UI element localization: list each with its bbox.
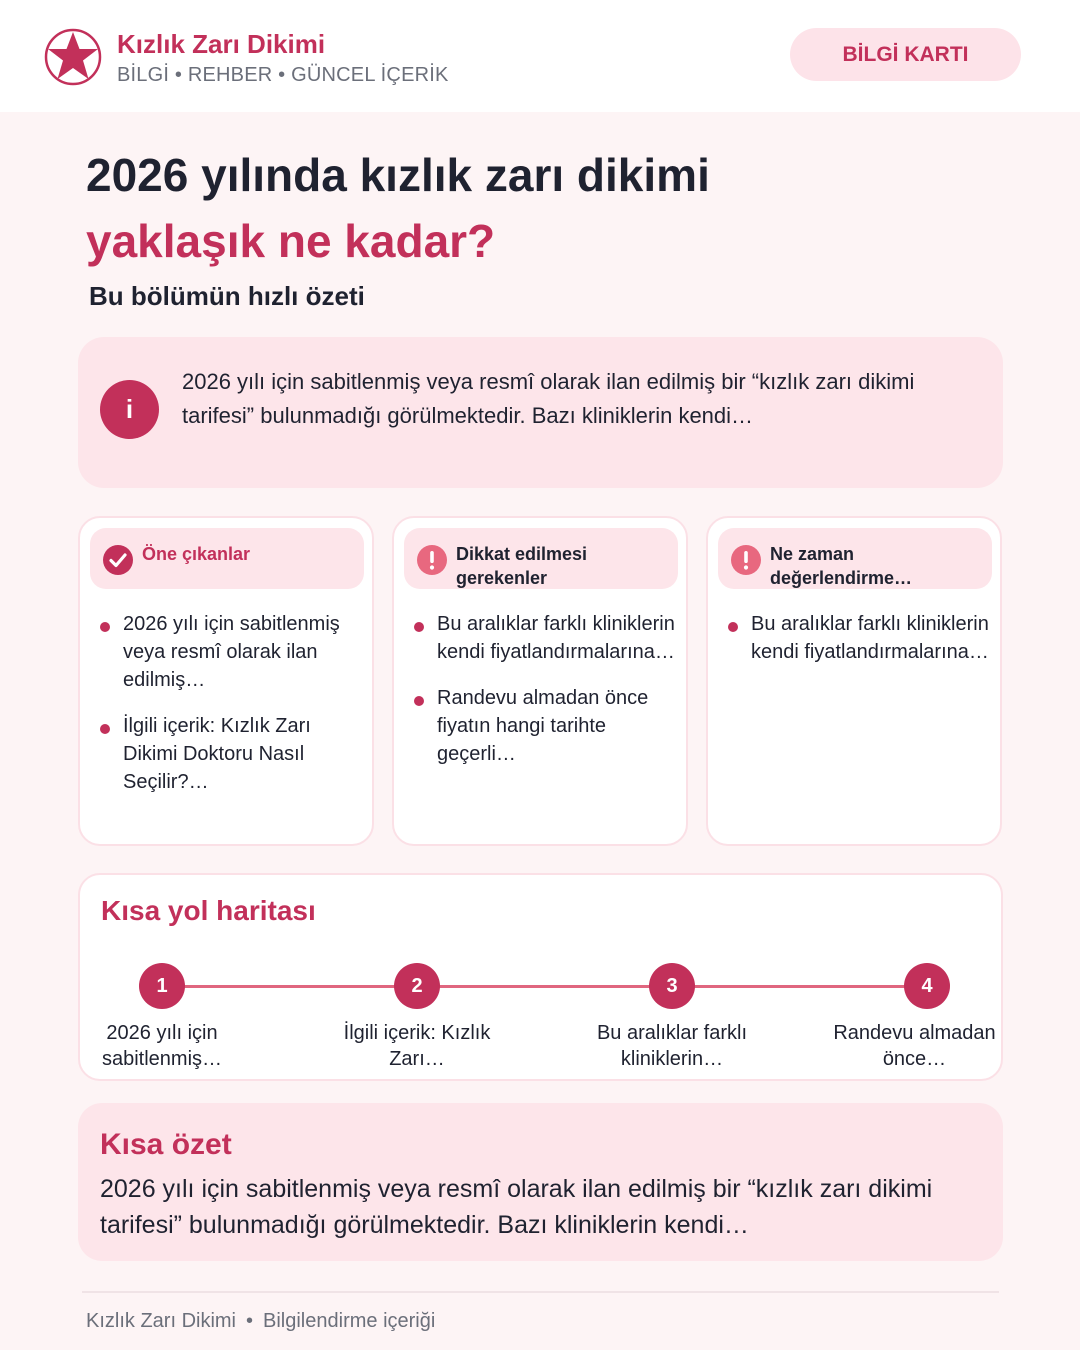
info-callout — [78, 337, 1003, 488]
roadmap-panel — [78, 873, 1003, 1081]
summary-text: 2026 yılı için sabitlenmiş veya resmî olarak ilan edilmiş bir “kızlık zarı dikimi tarifesi” bulunmadığı görülmektedir. Bazı kliniklerin kendi… — [100, 1175, 933, 1239]
summary-panel — [78, 1103, 1003, 1261]
card-cautions — [392, 516, 688, 846]
step-label: Randevu almadan önce… — [833, 1022, 996, 1070]
brand-title: Kızlık Zarı Dikimi — [117, 29, 326, 59]
exclamation-circle-icon — [417, 545, 447, 575]
step-label: 2026 yılı için sabitlenmiş… — [101, 1022, 223, 1070]
footer-divider — [82, 1291, 999, 1293]
card-title: Ne zaman değerlendirme… — [770, 544, 913, 588]
step-number: 3 — [649, 963, 695, 1009]
card-title: Dikkat edilmesi gerekenler — [456, 544, 588, 588]
page-title-line-1: 2026 yılında kızlık zarı dikimi — [86, 149, 710, 201]
exclamation-circle-icon — [731, 545, 761, 575]
list-item: Randevu almadan önce fiyatın hangi tarihte geçerli… — [414, 684, 676, 768]
roadmap-line — [162, 985, 927, 988]
header-bar — [0, 0, 1080, 112]
footer-separator: • — [246, 1310, 254, 1332]
card-title: Öne çıkanlar — [142, 544, 251, 564]
info-icon: i — [100, 380, 159, 439]
roadmap-title: Kısa yol haritası — [101, 895, 316, 926]
info-text: 2026 yılı için sabitlenmiş veya resmî olarak ilan edilmiş bir “kızlık zarı dikimi tarifesi” bulunmadığı görülmektedir. Bazı kliniklerin kendi… — [182, 369, 915, 428]
card-list — [728, 610, 990, 684]
page-title-line-2: yaklaşık ne kadar? — [86, 215, 496, 267]
list-item: Bu aralıklar farklı kliniklerin kendi fiyatlandırmalarına… — [728, 610, 990, 666]
card-header — [90, 528, 364, 589]
star-emblem-icon — [42, 26, 104, 88]
list-item: İlgili içerik: Kızlık Zarı Dikimi Doktoru Nasıl Seçilir?… — [100, 712, 362, 796]
card-header — [718, 528, 992, 589]
footer-brand: Kızlık Zarı Dikimi — [86, 1310, 236, 1332]
step-label: İlgili içerik: Kızlık Zarı… — [343, 1022, 491, 1070]
step-label: Bu aralıklar farklı kliniklerin… — [596, 1022, 748, 1070]
section-subtitle: Bu bölümün hızlı özeti — [89, 281, 365, 311]
step-number: 4 — [904, 963, 950, 1009]
card-header — [404, 528, 678, 589]
card-list — [414, 610, 676, 786]
brand-tagline: BİLGİ • REHBER • GÜNCEL İÇERİK — [117, 64, 449, 86]
info-card-badge: BİLGİ KARTI — [790, 28, 1021, 81]
check-circle-icon — [103, 545, 133, 575]
footer-note: Bilgilendirme içeriği — [263, 1310, 436, 1332]
summary-title: Kısa özet — [100, 1128, 232, 1161]
card-list — [100, 610, 362, 814]
list-item: 2026 yılı için sabitlenmiş veya resmî olarak ilan edilmiş… — [100, 610, 362, 694]
list-item: Bu aralıklar farklı kliniklerin kendi fiyatlandırmalarına… — [414, 610, 676, 666]
step-number: 2 — [394, 963, 440, 1009]
step-number: 1 — [139, 963, 185, 1009]
card-when-to-evaluate — [706, 516, 1002, 846]
footer — [86, 1310, 435, 1333]
card-highlights — [78, 516, 374, 846]
